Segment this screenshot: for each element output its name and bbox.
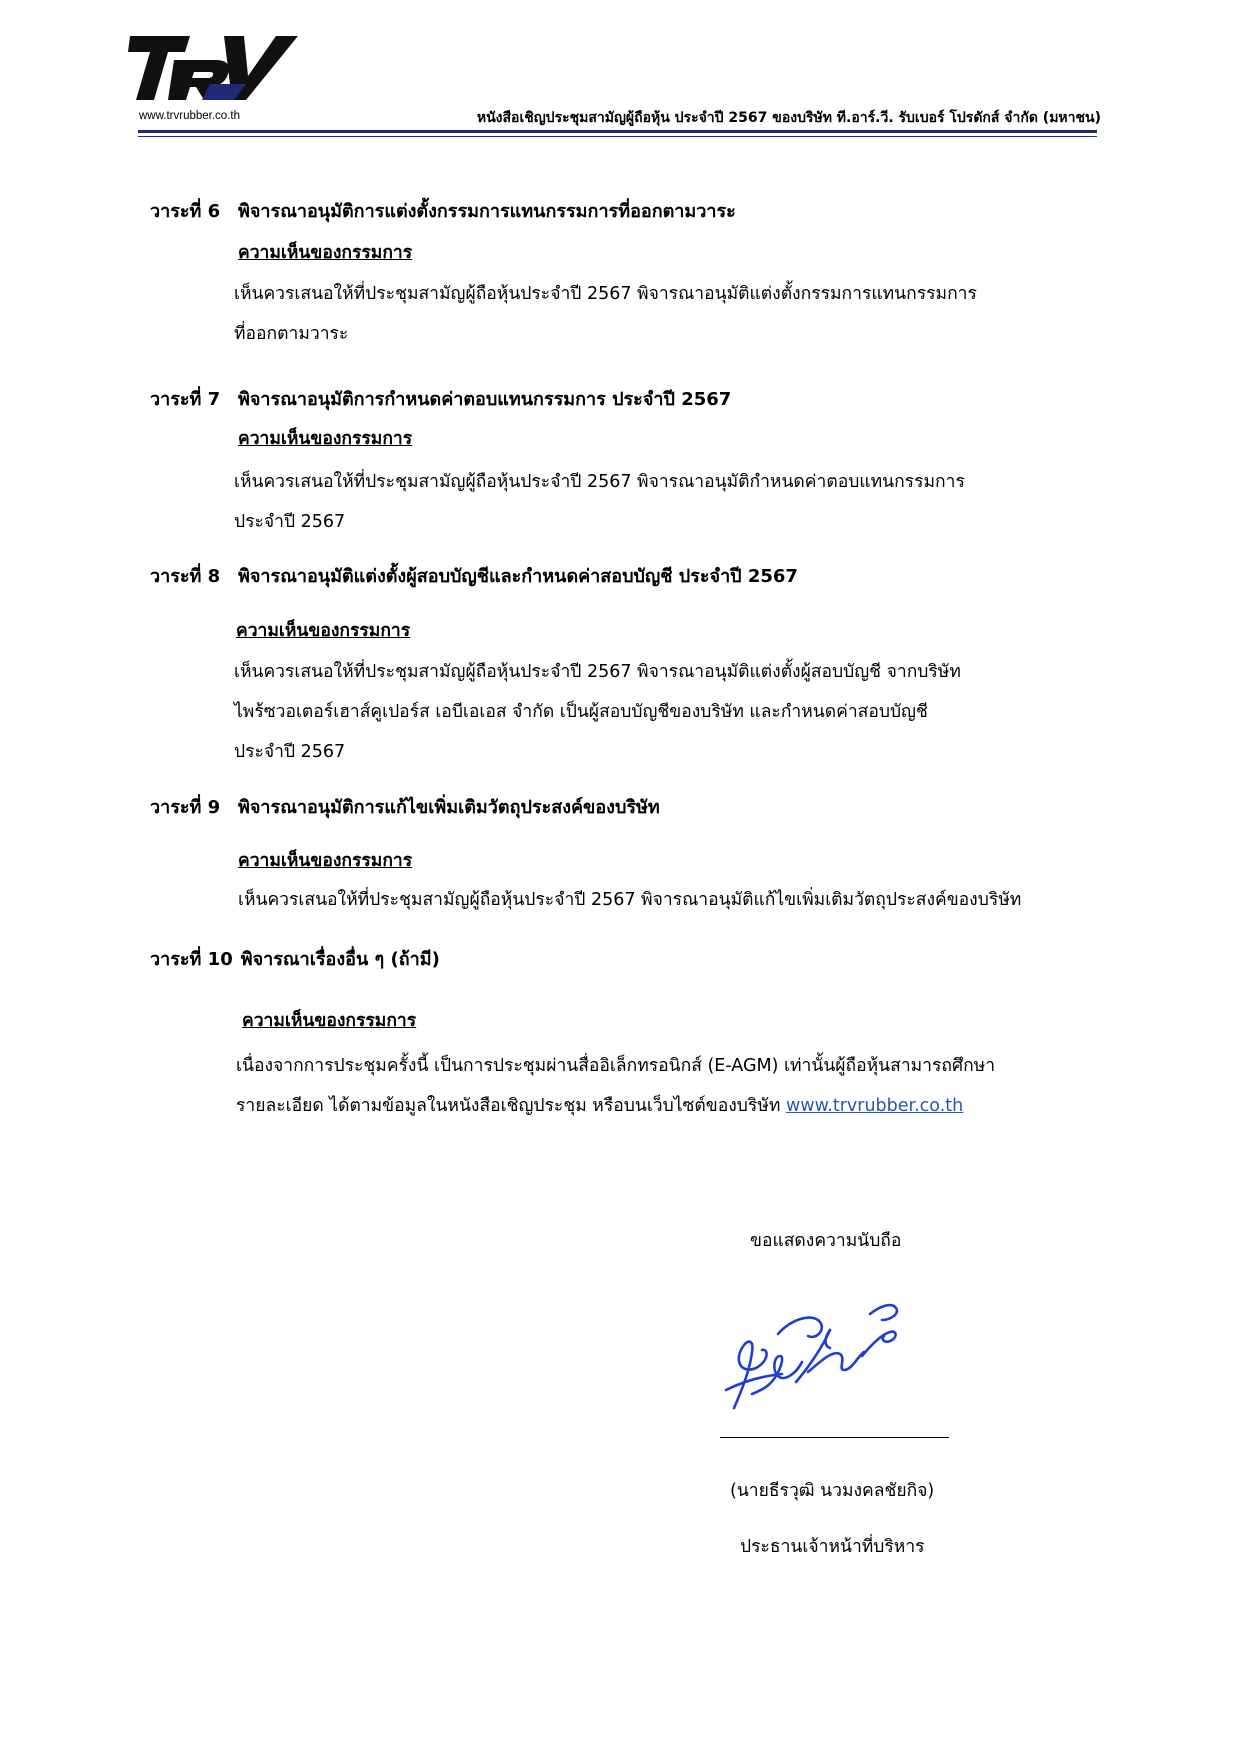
- agenda-10-line-2-text: รายละเอียด ได้ตามข้อมูลในหนังสือเชิญประชุม หรือบนเว็บไซต์ของบริษัท: [236, 1096, 781, 1116]
- agenda-10-opinion: [236, 1046, 995, 1126]
- agenda-8-line-2: ไพร้ซวอเตอร์เฮาส์คูเปอร์ส เอบีเอเอส จำกัด เป็นผู้สอบบัญชีของบริษัท และกำหนดค่าสอบบัญชี: [234, 702, 928, 722]
- company-website-link[interactable]: www.trvrubber.co.th: [785, 1096, 964, 1116]
- agenda-10-line-1: เนื่องจากการประชุมครั้งนี้ เป็นการประชุมผ่านสื่ออิเล็กทรอนิกส์ (E-AGM) เท่านั้นผู้ถือหุ้นสามารถศึกษา: [236, 1056, 996, 1076]
- signature: [712, 1290, 942, 1420]
- signature-line: [720, 1437, 949, 1438]
- agenda-7-line-1: เห็นควรเสนอให้ที่ประชุมสามัญผู้ถือหุ้นประจำปี 2567 พิจารณาอนุมัติกำหนดค่าตอบแทนกรรมการ: [234, 472, 965, 492]
- agenda-8-heading: [150, 561, 798, 590]
- agenda-7-number: วาระที่ 7: [150, 389, 221, 410]
- agenda-6-heading: [150, 196, 736, 225]
- agenda-7-opinion-label: ความเห็นของกรรมการ: [238, 429, 413, 449]
- agenda-8-title: พิจารณาอนุมัติแต่งตั้งผู้สอบบัญชีและกำหนดค่าสอบบัญชี ประจำปี 2567: [238, 566, 798, 587]
- header-website: www.trvrubber.co.th: [139, 110, 240, 122]
- agenda-10-heading: [150, 944, 440, 973]
- signatory-name: (นายธีรวุฒิ นวมงคลชัยกิจ): [730, 1481, 935, 1501]
- document-title: หนังสือเชิญประชุมสามัญผู้ถือหุ้น ประจำปี 2567 ของบริษัท ที.อาร์.วี. รับเบอร์ โปรดักส์ จำกัด (มหาชน): [476, 110, 1101, 126]
- agenda-8-line-1: เห็นควรเสนอให้ที่ประชุมสามัญผู้ถือหุ้นประจำปี 2567 พิจารณาอนุมัติแต่งตั้งผู้สอบบัญชี จากบริษัท: [234, 662, 961, 682]
- agenda-10-opinion-label: ความเห็นของกรรมการ: [242, 1011, 417, 1031]
- header-divider-thin: [138, 136, 1097, 137]
- agenda-6-opinion-label: ความเห็นของกรรมการ: [238, 243, 413, 263]
- agenda-8-number: วาระที่ 8: [150, 566, 221, 587]
- agenda-10-title: พิจารณาเรื่องอื่น ๆ (ถ้ามี): [240, 949, 440, 970]
- agenda-7-line-2: ประจำปี 2567: [234, 512, 346, 532]
- agenda-9-number: วาระที่ 9: [150, 797, 221, 818]
- agenda-6-line-2: ที่ออกตามวาระ: [234, 324, 349, 344]
- agenda-7-opinion: [234, 462, 965, 542]
- agenda-9-opinion: [238, 880, 1021, 920]
- agenda-10-number: วาระที่ 10: [150, 949, 233, 970]
- closing-regards: ขอแสดงความนับถือ: [750, 1231, 902, 1251]
- agenda-10-line-2: [236, 1086, 995, 1126]
- agenda-7-heading: [150, 384, 731, 413]
- header-divider: [138, 130, 1097, 133]
- agenda-9-title: พิจารณาอนุมัติการแก้ไขเพิ่มเติมวัตถุประสงค์ของบริษัท: [238, 797, 660, 818]
- signatory-position: ประธานเจ้าหน้าที่บริหาร: [740, 1537, 925, 1557]
- agenda-6-line-1: เห็นควรเสนอให้ที่ประชุมสามัญผู้ถือหุ้นประจำปี 2567 พิจารณาอนุมัติแต่งตั้งกรรมการแทนกรรมการ: [234, 284, 977, 304]
- agenda-6-number: วาระที่ 6: [150, 201, 221, 222]
- agenda-8-opinion-label: ความเห็นของกรรมการ: [236, 621, 411, 641]
- agenda-8-line-3: ประจำปี 2567: [234, 742, 346, 762]
- agenda-8-opinion: [234, 652, 961, 772]
- agenda-9-line-1: เห็นควรเสนอให้ที่ประชุมสามัญผู้ถือหุ้นประจำปี 2567 พิจารณาอนุมัติแก้ไขเพิ่มเติมวัตถุประสงค์ของบริษัท: [238, 890, 1022, 910]
- agenda-9-heading: [150, 792, 660, 821]
- trv-logo: [128, 32, 298, 104]
- agenda-7-title: พิจารณาอนุมัติการกำหนดค่าตอบแทนกรรมการ ประจำปี 2567: [238, 389, 732, 410]
- agenda-6-title: พิจารณาอนุมัติการแต่งตั้งกรรมการแทนกรรมการที่ออกตามวาระ: [238, 201, 736, 222]
- agenda-6-opinion: [234, 274, 977, 354]
- agenda-9-opinion-label: ความเห็นของกรรมการ: [238, 851, 413, 871]
